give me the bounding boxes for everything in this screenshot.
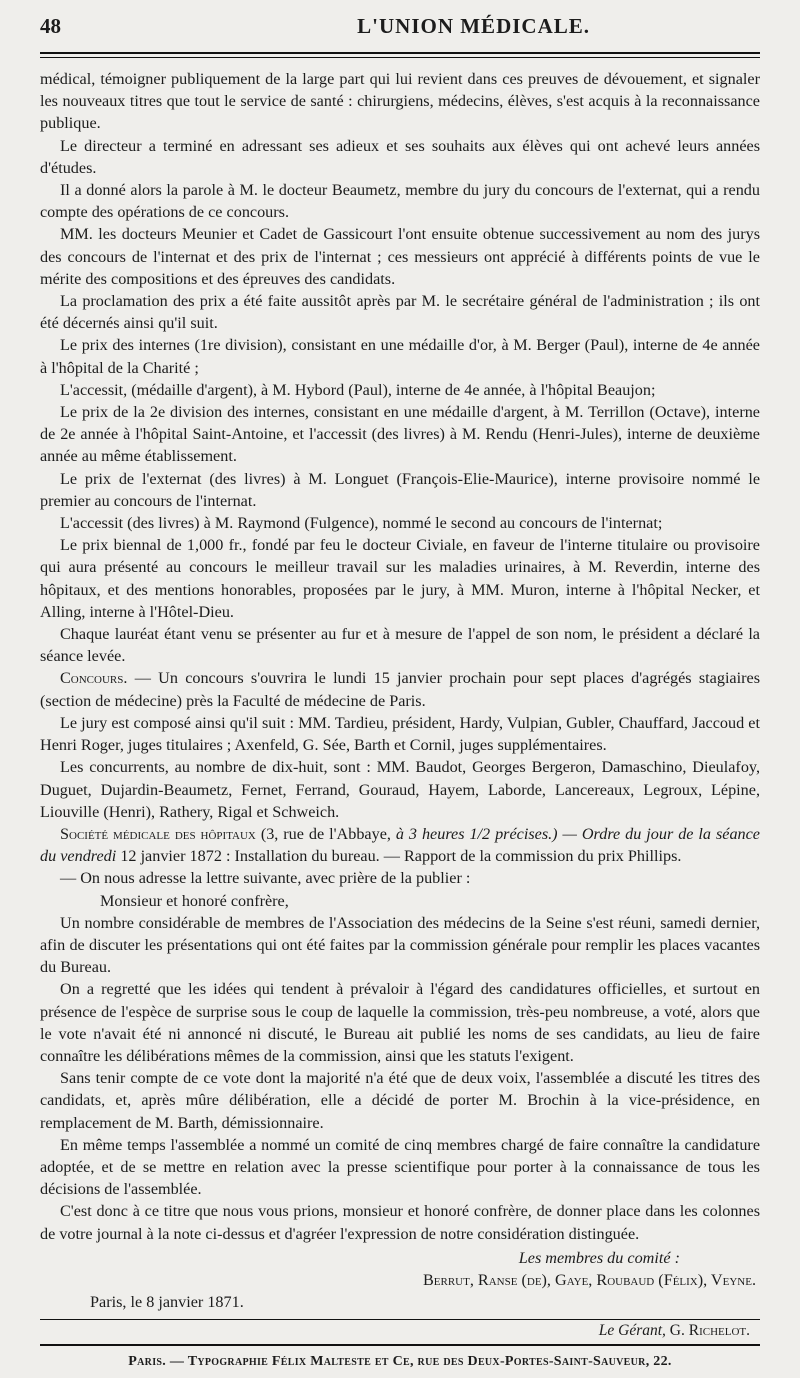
paragraph: Chaque lauréat étant venu se présenter au fur et à mesure de l'appel de son nom, le président a déclaré la séance levée.	[40, 625, 760, 666]
running-title: L'UNION MÉDICALE.	[357, 14, 590, 38]
article-body	[40, 68, 760, 1313]
paragraph: MM. les docteurs Meunier et Cadet de Gassicourt l'ont ensuite obtenue successivement au nom des jurys des concours de l'internat et des prix de l'internat ; ces messieurs ont apprécié à différents points de vue le mérite des compositions et des épreuves des candidats.	[40, 225, 760, 288]
letter-salutation: Monsieur et honoré confrère,	[100, 891, 289, 910]
letter-paragraph: Un nombre considérable de membres de l'Association des médecins de la Seine s'est réuni, samedi dernier, afin de discuter les présentations qui ont été faites par la commission générale pour remplir les places vacantes du Bureau.	[40, 913, 760, 977]
societe-notice	[40, 823, 760, 867]
page-number: 48	[40, 14, 61, 38]
paragraph: Le prix de la 2e division des internes, consistant en une médaille d'argent, à M. Terrillon (Octave), interne de 2e année à l'hôpital Saint-Antoine, et l'accessit (des livres) à M. Rendu (Henri-Jules), interne de deuxième année au même établissement.	[40, 403, 760, 466]
letter-paragraph: En même temps l'assemblée a nommé un comité de cinq membres chargé de faire connaître la candidature adoptée, et de se mettre en relation avec la presse scientifique pour porter à la connaissance de tous les décisions de l'assemblée.	[40, 1135, 760, 1199]
page-header	[40, 14, 760, 48]
societe-time: à 3 heures 1/2 précises.	[395, 824, 553, 843]
concours-text: — Un concours s'ouvrira le lundi 15 janvier prochain pour sept places d'agrégés stagiaires (section de médecine) près la Faculté de médecine de Paris.	[40, 669, 760, 710]
gerant-name: G. Richelot.	[665, 1322, 750, 1340]
signature-block	[40, 1247, 760, 1314]
letter-paragraph: C'est donc à ce titre que nous vous prions, monsieur et honoré confrère, de donner place dans les colonnes de votre journal à la note ci-dessus et d'agréer l'expression de notre considération distinguée.	[40, 1202, 760, 1243]
concours-notice	[40, 667, 760, 711]
footer-rule-thick	[40, 1344, 760, 1346]
paragraph: L'accessit (des livres) à M. Raymond (Fulgence), nommé le second au concours de l'internat;	[60, 514, 663, 533]
gerant-line	[40, 1322, 750, 1340]
concours-jury: Le jury est composé ainsi qu'il suit : MM. Tardieu, président, Hardy, Vulpian, Gubler, Chauffard, Jaccoud et Henri Roger, juges titulaires ; Axenfeld, G. Sée, Barth et Cornil, juges supplémentaires.	[40, 713, 760, 755]
header-rule	[40, 52, 760, 54]
signers-heading: Les membres du comité :	[518, 1248, 680, 1267]
letter-paragraph: On a regretté que les idées qui tendent à prévaloir à l'égard des candidatures officielles, et surtout en présence de l'espèce de surprise sous le coup de laquelle la commission, très-peu nombreuse, a voté, alors que le vote n'avait été ni annoncé ni discuté, le Bureau ait publié les noms de ses candidats, au lieu de faire connaître les délibérations mêmes de la commission, ainsi que les statuts l'exigent.	[40, 980, 760, 1065]
paragraph: La proclamation des prix a été faite aussitôt après par M. le secrétaire général de l'administration ; ils ont été décernés ainsi qu'il suit.	[40, 292, 760, 333]
paragraph: Le prix biennal de 1,000 fr., fondé par feu le docteur Civiale, en faveur de l'interne titulaire ou provisoire qui aura présenté au concours le meilleur travail sur les maladies urinaires, à M. Reverdin, interne des hôpitaux, et des mentions honorables, proposées par le jury, à MM. Muron, interne à l'hôpital Necker, et Alling, interne à l'Hôtel-Dieu.	[40, 536, 760, 621]
header-rule-thin	[40, 57, 760, 58]
printer-imprint: Paris. — Typographie Félix Malteste et Ce, rue des Deux-Portes-Saint-Sauveur, 22.	[128, 1354, 672, 1370]
paragraph: Il a donné alors la parole à M. le docteur Beaumetz, membre du jury du concours de l'externat, qui a rendu compte des opérations de ce concours.	[40, 181, 760, 222]
paragraph: Le prix des internes (1re division), consistant en une médaille d'or, à M. Berger (Paul), interne de 4e année à l'hôpital de la Charité ;	[40, 336, 760, 377]
gerant-label: Le Gérant,	[598, 1322, 666, 1340]
societe-date: 12 janvier 1872 : Installation du bureau. — Rapport de la commission du prix Phillips.	[116, 847, 682, 866]
paragraph: Le prix de l'externat (des livres) à M. Longuet (François-Elie-Maurice), interne provisoire nommé le premier au concours de l'internat.	[40, 469, 760, 510]
letter-paragraph: Sans tenir compte de ce vote dont la majorité n'a été que de deux voix, l'assemblée a discuté les titres des candidats, et, après mûre délibération, elle a décidé de porter M. Brochin à la vice-présidence, en remplacement de M. Barth, démissionnaire.	[40, 1069, 760, 1132]
concours-candidates: Les concurrents, au nombre de dix-huit, sont : MM. Baudot, Georges Bergeron, Damaschino, Dieulafoy, Duguet, Dujardin-Beaumetz, Fernet, Ferrand, Gouraud, Hayem, Laborde, Lancereaux, Legroux, Lépine, Liouville (Henri), Rathery, Rigal et Schweich.	[40, 758, 760, 821]
paragraph: L'accessit, (médaille d'argent), à M. Hybord (Paul), interne de 4e année, à l'hôpital Beaujon;	[60, 380, 656, 399]
societe-label: Société médicale des hôpitaux	[60, 824, 256, 843]
signers-names: Berrut, Ranse (de), Gaye, Roubaud (Félix), Veyne.	[422, 1270, 756, 1289]
societe-order: ) — Ordre du jour de la séance du vendredi	[40, 824, 760, 866]
paragraph: Le directeur a terminé en adressant ses adieux et ses souhaits aux élèves qui ont achevé leurs années d'études.	[40, 136, 760, 177]
dateline: Paris, le 8 janvier 1871.	[90, 1293, 244, 1312]
footer-rule	[40, 1319, 760, 1320]
paragraph: médical, témoigner publiquement de la large part qui lui revient dans ces preuves de dévouement, et signaler les nouveaux titres que tout le service de santé : chirurgiens, médecins, élèves, s'est acquis à la reconnaissance publique.	[40, 70, 760, 133]
concours-label: Concours.	[60, 669, 128, 688]
letter-intro: — On nous adresse la lettre suivante, avec prière de la publier :	[60, 869, 471, 888]
societe-address: (3, rue de l'Abbaye,	[255, 824, 396, 843]
